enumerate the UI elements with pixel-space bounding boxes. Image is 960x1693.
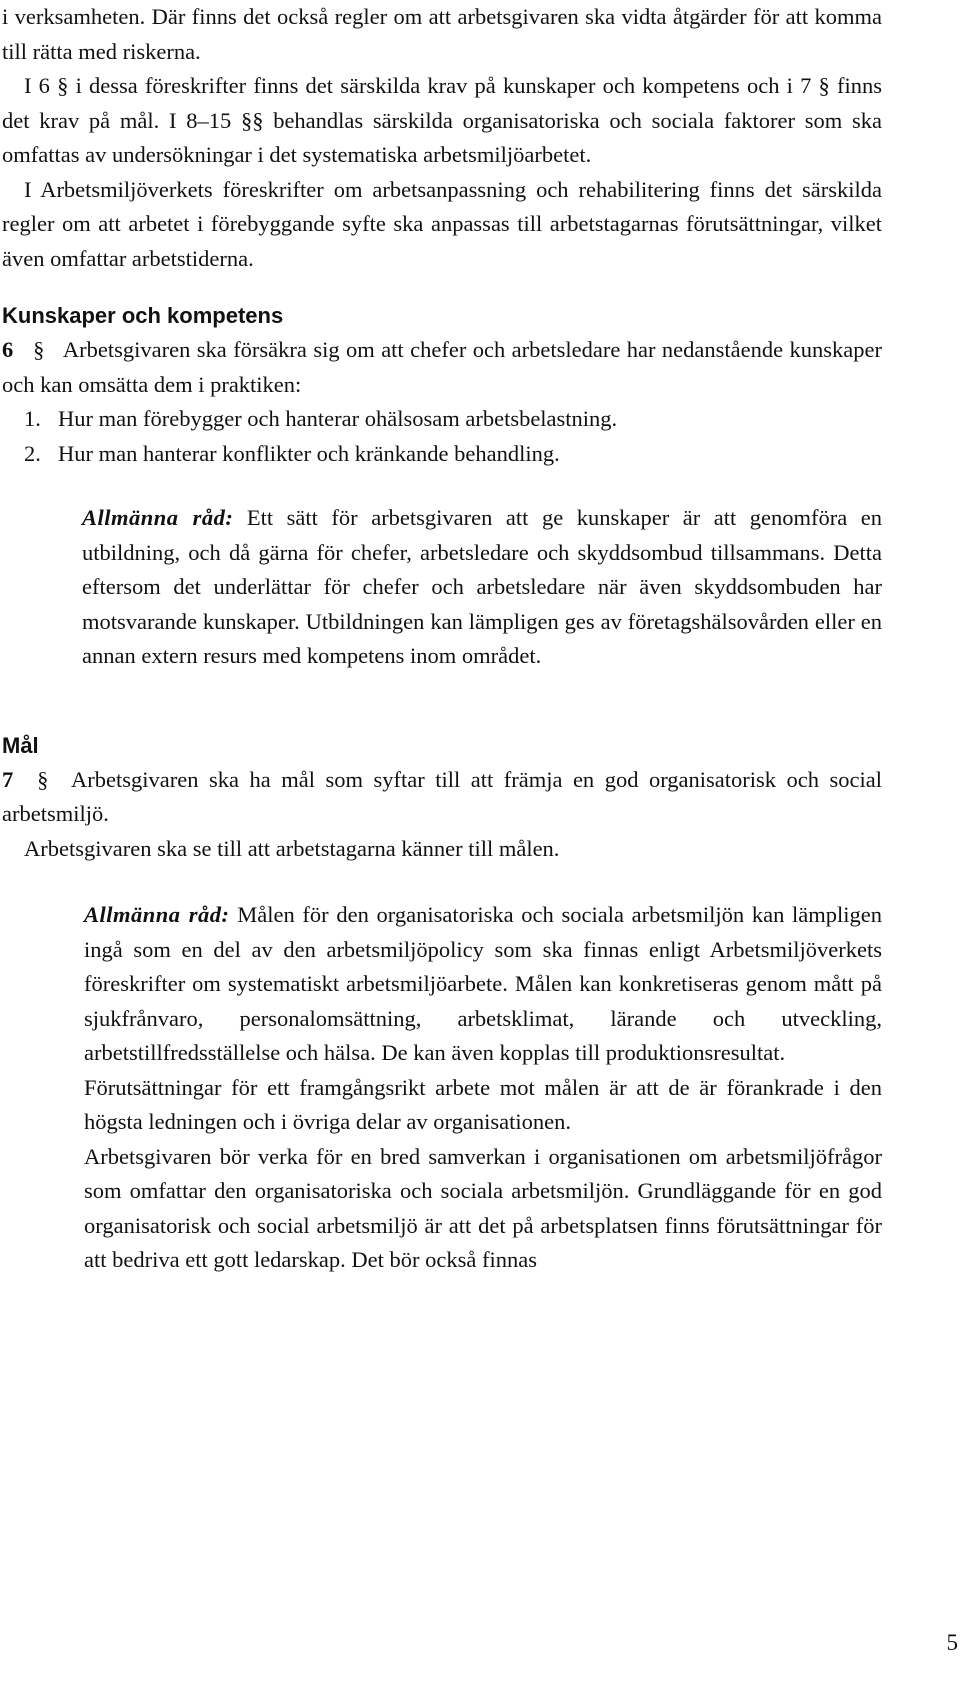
general-advice-7: [84, 898, 882, 1278]
general-advice-paragraph: Arbetsgivaren bör verka för en bred samverkan i organisationen om arbetsmiljöfrågor som omfattar den organisatoriska och sociala arbetsmiljön. Grundläggande för en god organisatorisk och social arbetsmiljö är att det på arbetsplatsen finns förutsättningar för att bedriva ett gott ledarskap. Det bör också finnas: [84, 1143, 882, 1272]
general-advice-paragraph: Förutsättningar för ett framgångsrikt arbete mot målen är att de är förankrade i den högsta ledningen och i övriga delar av organisationen.: [84, 1074, 882, 1134]
paragraph-number: 7: [2, 766, 14, 792]
section-7-text: Arbetsgivaren ska ha mål som syftar till att främja en god organisatorisk och social arbetsmiljö.: [2, 766, 882, 826]
section-6-paragraph: [2, 333, 882, 402]
general-advice-text: Målen för den organisatoriska och sociala arbetsmiljön kan lämpligen ingå som en del av den arbetsmiljöpolicy som ska finnas enligt Arbetsmiljöverkets föreskrifter om systematiskt arbetsmiljöarbete. Målen kan konkretiseras genom mått på sjukfrånvaro, personalomsättning, arbetsklimat, lärande och utveckling, arbetstillfredsställelse och hälsa. De kan även kopplas till produktionsresultat.: [84, 902, 883, 1065]
intro-paragraph-2: I 6 § i dessa föreskrifter finns det särskilda krav på kunskaper och kompetens och i 7 § finns det krav på mål. I 8–15 §§ behandlas särskilda organisatoriska och sociala faktorer som ska omfattas av undersökningar i det systematiska arbetsmiljöarbetet.: [2, 73, 882, 167]
intro-paragraph-3: I Arbetsmiljöverkets föreskrifter om arbetsanpassning och rehabilitering finns det särskilda regler om att arbetet i förebyggande syfte ska anpassas till arbetstagarnas förutsättningar, vilket även omfattar arbetstiderna.: [2, 176, 882, 271]
list-item: [24, 437, 882, 472]
list-item-text: Hur man förebygger och hanterar ohälsosam arbetsbelastning.: [58, 406, 618, 431]
section-7-paragraph-2: Arbetsgivaren ska se till att arbetstagarna känner till målen.: [24, 835, 560, 861]
general-advice-6: [82, 501, 882, 674]
section-7-paragraph: [2, 763, 882, 832]
general-advice-label: Allmänna råd:: [82, 505, 234, 530]
general-advice-paragraph: [84, 898, 882, 1071]
section-heading-kunskaper: Kunskaper och kompetens: [2, 303, 284, 328]
section-sign-icon: §: [33, 337, 45, 362]
general-advice-text: Ett sätt för arbetsgivaren att ge kunskaper är att genomföra en utbildning, och då gärna för chefer, arbetsledare och skyddsombud tillsammans. Detta eftersom det underlättar för chefer och arbetsledare när även skyddsombuden har motsvarande kunskaper. Utbildningen kan lämpligen ges av företagshälsovården eller en annan extern resurs med kompetens inom området.: [82, 505, 883, 668]
page-number: 5: [946, 1630, 958, 1655]
intro-paragraph-1: i verksamheten. Där finns det också regler om att arbetsgivaren ska vidta åtgärder för att komma till rätta med riskerna.: [2, 4, 882, 64]
paragraph-number: 6: [2, 337, 14, 362]
list-item-number: 2.: [24, 440, 41, 466]
requirement-list: [2, 402, 882, 471]
list-item: [24, 402, 882, 437]
section-heading-mal: Mål: [2, 732, 39, 758]
list-item-number: 1.: [24, 406, 41, 431]
list-item-text: Hur man hanterar konflikter och kränkande behandling.: [58, 440, 560, 466]
document-page: [2, 0, 882, 1278]
section-sign-icon: §: [37, 766, 49, 792]
section-6-text: Arbetsgivaren ska försäkra sig om att chefer och arbetsledare har nedanstående kunskaper och kan omsätta dem i praktiken:: [2, 337, 883, 397]
general-advice-label: Allmänna råd:: [84, 902, 230, 927]
